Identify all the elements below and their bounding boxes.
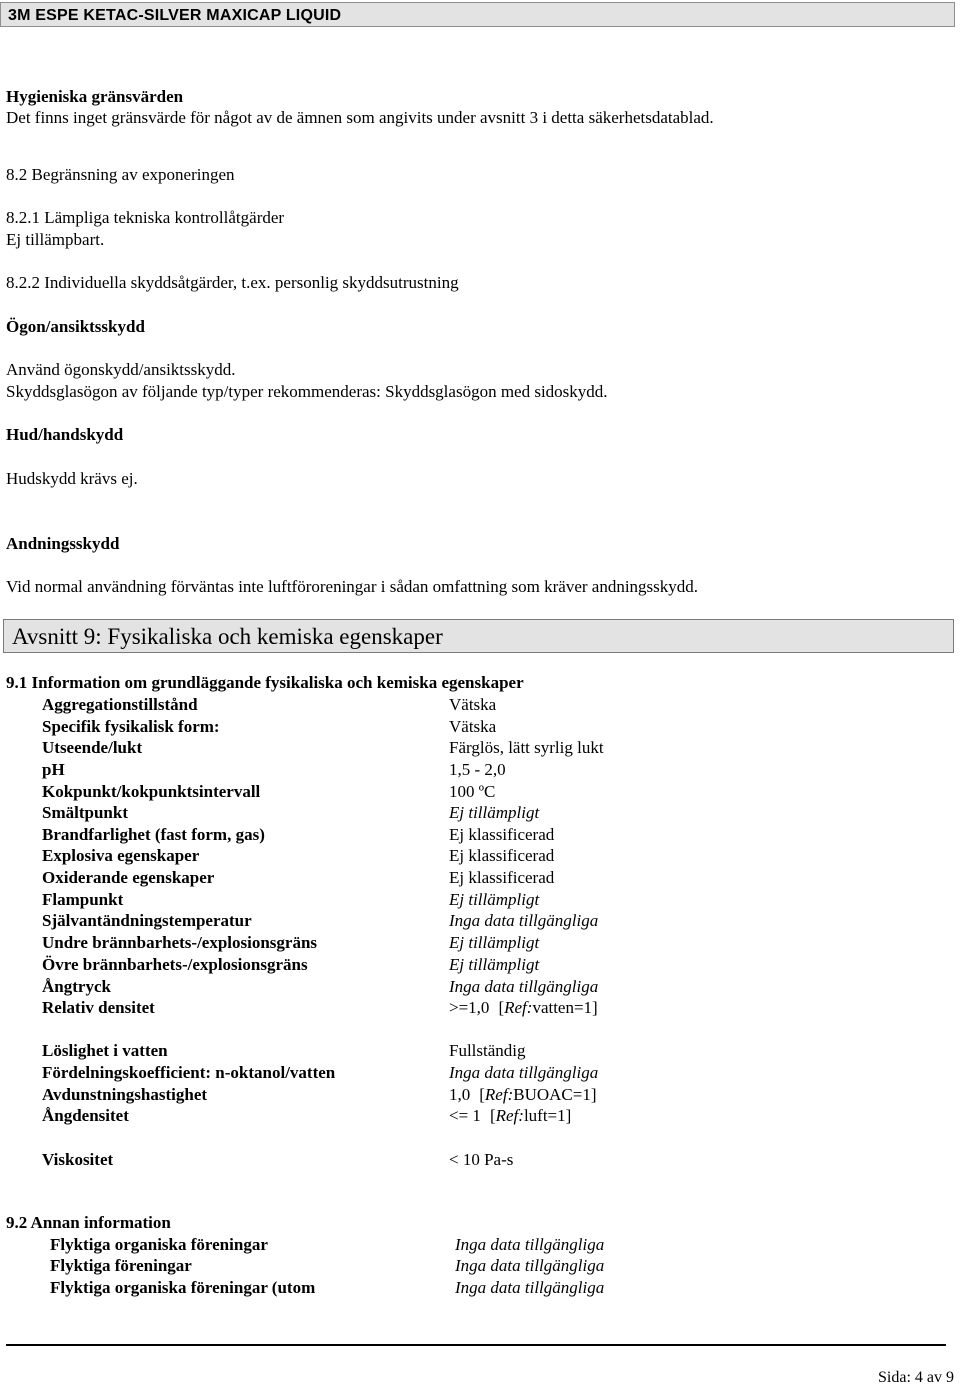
property-value-text: Inga data tillgängliga [449, 1063, 599, 1082]
document-header-bar [0, 2, 955, 27]
property-value-text: Vätska [449, 695, 497, 714]
other-info-value: Inga data tillgängliga [455, 1256, 605, 1275]
other-info-label: Flyktiga organiska föreningar (utom [50, 1278, 316, 1297]
property-label: Oxiderande egenskaper [42, 868, 215, 887]
section-9-title-bar [3, 619, 954, 653]
property-value-text: Inga data tillgängliga [449, 977, 599, 996]
other-info-label: Flyktiga organiska föreningar [50, 1235, 268, 1254]
section-8-2-1-heading: 8.2.1 Lämpliga tekniska kontrollåtgärder [6, 208, 285, 227]
skin-protection-text: Hudskydd krävs ej. [6, 469, 138, 488]
hygiene-text: Det finns inget gränsvärde för något av de ämnen som angivits under avsnitt 3 i detta säkerhetsdatablad. [6, 108, 714, 127]
section-8-2-2-heading: 8.2.2 Individuella skyddsåtgärder, t.ex. personlig skyddsutrustning [6, 273, 459, 292]
property-ref-label: Ref: [484, 1085, 514, 1104]
property-label: Fördelningskoefficient: n-oktanol/vatten [42, 1063, 336, 1082]
property-label: Övre brännbarhets-/explosionsgräns [42, 955, 308, 974]
property-ref-value: BUOAC=1] [513, 1085, 597, 1104]
property-value [449, 825, 554, 845]
property-value [449, 890, 539, 910]
property-value [449, 803, 539, 823]
property-label: Självantändningstemperatur [42, 911, 252, 930]
property-label: Explosiva egenskaper [42, 846, 200, 865]
section-9-title: Avsnitt 9: Fysikaliska och kemiska egenskaper [12, 624, 443, 649]
eye-protection-heading: Ögon/ansiktsskydd [6, 317, 145, 336]
property-value [449, 782, 495, 802]
property-label: Flampunkt [42, 890, 124, 909]
property-value-text: Ej tillämpligt [449, 890, 540, 909]
respiratory-protection-text: Vid normal användning förväntas inte luftföroreningar i sådan omfattning som kräver andningsskydd. [6, 577, 699, 596]
other-info-value: Inga data tillgängliga [455, 1278, 605, 1297]
section-8-2-1-text: Ej tillämpbart. [6, 230, 105, 249]
property-ref-value: vatten=1] [532, 998, 598, 1017]
other-info-label: Flyktiga föreningar [50, 1256, 192, 1275]
eye-protection-text-1: Använd ögonskydd/ansiktsskydd. [6, 360, 236, 379]
property-value [449, 1041, 526, 1061]
property-value-text: Vätska [449, 717, 497, 736]
property-label: Specifik fysikalisk form: [42, 717, 220, 736]
other-info-value: Inga data tillgängliga [455, 1235, 605, 1254]
property-label: Viskositet [42, 1150, 114, 1169]
property-value [449, 977, 598, 997]
property-label: Aggregationstillstånd [42, 695, 198, 714]
property-value-text: Färglös, lätt syrlig lukt [449, 738, 604, 757]
eye-protection-text-2: Skyddsglasögon av följande typ/typer rekommenderas: Skyddsglasögon med sidoskydd. [6, 382, 608, 401]
property-value-text: Inga data tillgängliga [449, 911, 599, 930]
property-value [449, 868, 554, 888]
property-value [449, 738, 604, 758]
property-label: Löslighet i vatten [42, 1041, 168, 1060]
property-ref-prefix: [ [479, 1085, 485, 1104]
respiratory-protection-heading: Andningsskydd [6, 534, 120, 553]
property-value-text: Ej tillämpligt [449, 933, 540, 952]
property-ref-prefix: [ [498, 998, 505, 1017]
section-9-2-heading: 9.2 Annan information [6, 1213, 171, 1232]
property-value [449, 911, 598, 931]
skin-protection-heading: Hud/handskydd [6, 425, 124, 444]
property-ref-prefix: [ [489, 1106, 496, 1125]
property-value [449, 846, 554, 866]
property-value [449, 1085, 597, 1105]
property-value [449, 1150, 513, 1170]
property-label: pH [42, 760, 65, 779]
hygiene-heading: Hygieniska gränsvärden [6, 87, 184, 106]
footer-rule [6, 1344, 946, 1346]
section-9-1-heading [6, 673, 524, 693]
property-ref-label: Ref: [504, 998, 533, 1017]
property-value [449, 1063, 598, 1083]
property-ref-label: Ref: [495, 1106, 524, 1125]
property-value [449, 1106, 571, 1126]
property-value-text: Fullständig [449, 1041, 526, 1060]
property-value-text: Ej klassificerad [449, 846, 555, 865]
property-value-text: 100 ºC [449, 782, 496, 801]
property-value-text: <= 1 [449, 1106, 481, 1125]
section-9-1-heading-text: 9.1 Information om grundläggande fysikaliska och kemiska egenskaper [6, 673, 524, 692]
property-value [449, 998, 598, 1018]
property-label: Brandfarlighet (fast form, gas) [42, 825, 265, 844]
property-value-text: 1,0 [449, 1085, 471, 1104]
property-value-text: Ej tillämpligt [449, 803, 540, 822]
property-label: Relativ densitet [42, 998, 155, 1017]
property-value-text: 1,5 - 2,0 [449, 760, 506, 779]
page-number: Sida: 4 av 9 [878, 1369, 954, 1386]
property-label: Avdunstningshastighet [42, 1085, 208, 1104]
document-title: 3M ESPE KETAC-SILVER MAXICAP LIQUID [8, 7, 342, 24]
property-label: Undre brännbarhets-/explosionsgräns [42, 933, 318, 952]
property-label: Smältpunkt [42, 803, 128, 822]
property-value [449, 933, 539, 953]
section-8-2-heading: 8.2 Begränsning av exponeringen [6, 165, 235, 184]
property-value [449, 695, 496, 715]
property-label: Ångdensitet [42, 1106, 129, 1125]
property-label: Ångtryck [42, 977, 111, 996]
property-value [449, 955, 539, 975]
property-value [449, 717, 496, 737]
property-label: Kokpunkt/kokpunktsintervall [42, 782, 261, 801]
property-ref-value: luft=1] [523, 1106, 572, 1125]
property-value-text: >=1,0 [449, 998, 490, 1017]
property-value-text: < 10 Pa-s [449, 1150, 514, 1169]
property-value-text: Ej tillämpligt [449, 955, 540, 974]
property-label: Utseende/lukt [42, 738, 143, 757]
property-value-text: Ej klassificerad [449, 868, 555, 887]
property-value-text: Ej klassificerad [449, 825, 555, 844]
property-value [449, 760, 506, 780]
